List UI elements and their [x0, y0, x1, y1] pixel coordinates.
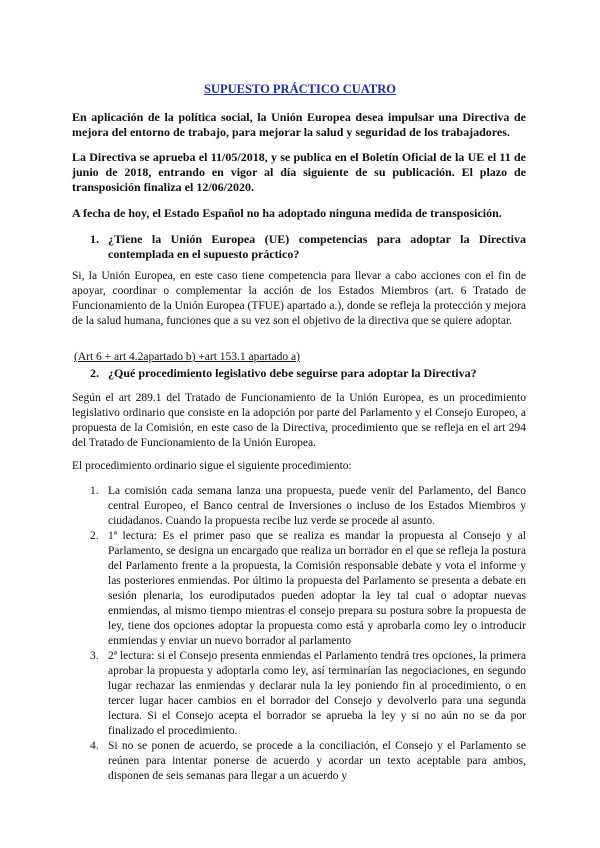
- list-item-number: 1.: [90, 485, 99, 497]
- list-item-number: 3.: [90, 650, 99, 662]
- list-item: [90, 649, 526, 739]
- list-item: [90, 484, 526, 529]
- page-title: SUPUESTO PRÁCTICO CUATRO: [204, 82, 396, 96]
- list-item: [90, 739, 526, 784]
- question-2: [90, 366, 526, 381]
- question-text: ¿Tiene la Unión Europea (UE) competencias para adoptar la Directiva contemplada en el supuesto práctico?: [108, 232, 526, 261]
- list-item-number: 2.: [90, 530, 99, 542]
- list-item-text: La comisión cada semana lanza una propuesta, puede venir del Parlamento, del Banco central Europeo, el Banco central de Inversiones o incluso de los Estados Miembros y ciudadanos. Cuando la propuesta recibe luz verde se procede al asunto.: [108, 485, 526, 527]
- list-item-text: 1ª lectura: Es el primer paso que se realiza es mandar la propuesta al Consejo y al Parlamento, se designa un encargado que realiza un borrador en el que se refleja la postura del Parlamento frente a la propuesta, la Comisión responsable debate y vota el informe y las posteriores enmiendas. Por último la propuesta del Parlamento se presenta a debate en sesión plenaria, los eurodiputados pueden adoptar la ley tal cual o adoptar nuevas enmiendas, al mismo tiempo mientras el consejo prepara su postura sobre la propuesta de ley, tiene dos opciones adoptar la propuesta como está y aprobarla como ley o introducir enmiendas y enviar un nuevo borrador al parlamento: [108, 530, 526, 647]
- question-number: 2.: [90, 366, 99, 380]
- procedure-intro: El procedimiento ordinario sigue el siguiente procedimiento:: [72, 460, 352, 472]
- list-item: [90, 529, 526, 649]
- list-item-number: 4.: [90, 740, 99, 752]
- intro-paragraph-3: A fecha de hoy, el Estado Español no ha adoptado ninguna medida de transposición.: [72, 206, 502, 220]
- question-1: [90, 232, 526, 262]
- intro-paragraph-1: En aplicación de la política social, la Unión Europea desea impulsar una Directiva de mejora del entorno de trabajo, para mejorar la salud y seguridad de los trabajadores.: [72, 110, 526, 139]
- answer-1: Si, la Unión Europea, en este caso tiene competencia para llevar a cabo acciones con el fin de apoyar, coordinar o complementar la acción de los Estados Miembros (art. 6 Tratado de Funcionamiento de la Unión Europea (TFUE) apartado a.), donde se refleja la protección y mejora de la salud humana, funciones que a su vez son el objetivo de la directiva que se quiere adoptar.: [72, 270, 526, 327]
- answer-2: Según el art 289.1 del Tratado de Funcionamiento de la Unión Europea, es un procedimiento legislativo ordinario que consiste en la adopción por parte del Parlamento y el Consejo Europeo, a propuesta de la Comisión, en este caso de la Directiva, procedimiento que se refleja en el art 294 del Tratado de Funcionamiento de la Unión Europea.: [72, 392, 526, 449]
- question-text: ¿Qué procedimiento legislativo debe seguirse para adoptar la Directiva?: [108, 366, 477, 380]
- list-item-text: 2ª lectura: si el Consejo presenta enmiendas el Parlamento tendrá tres opciones, la primera aprobar la propuesta y adoptarla como ley, así terminarían las negociaciones, en segundo lugar rechazar las enmiendas y declarar nula la ley poniendo fin al procedimiento, o en tercer lugar hacer cambios en el borrador del Consejo y devolverlo para una segunda lectura. Si el Consejo acepta el borrador se aprueba la ley y si no aún no se da por finalizado el procedimiento.: [108, 650, 526, 737]
- intro-paragraph-2: La Directiva se aprueba el 11/05/2018, y se publica en el Boletín Oficial de la UE el 11 de junio de 2018, entrando en vigor al día siguiente de su publicación. El plazo de transposición finaliza el 12/06/2020.: [72, 150, 526, 194]
- question-number: 1.: [90, 232, 99, 246]
- list-item-text: Si no se ponen de acuerdo, se procede a la conciliación, el Consejo y el Parlamento se reúnen para intentar ponerse de acuerdo y acordar un texto aceptable para ambos, disponen de seis semanas para llegar a un acuerdo y: [108, 740, 526, 782]
- legal-reference: (Art 6 + art 4.2apartado b) +art 153.1 apartado a): [74, 351, 300, 363]
- procedure-steps-list: [90, 484, 526, 784]
